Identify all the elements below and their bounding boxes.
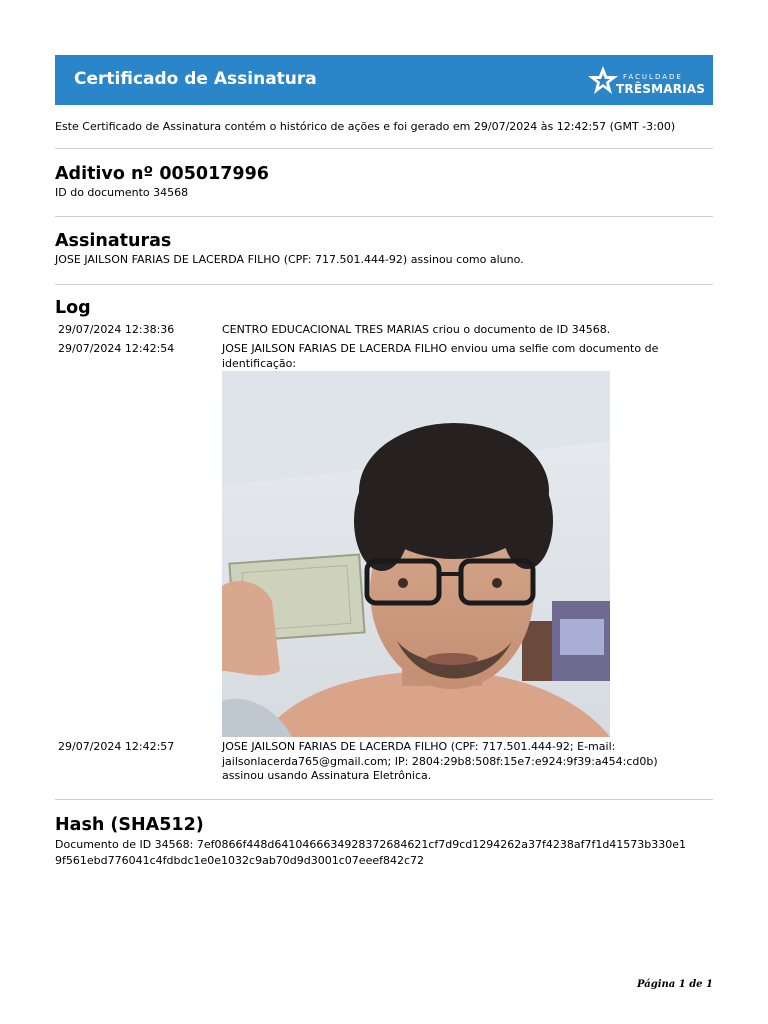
log-entry-text: JOSE JAILSON FARIAS DE LACERDA FILHO enviou uma selfie com documento de identificação: <box>222 342 659 370</box>
signatures-text: JOSE JAILSON FARIAS DE LACERDA FILHO (CPF: 717.501.444-92) assinou como aluno. <box>55 253 524 266</box>
document-title: Aditivo nº 005017996 <box>55 164 269 184</box>
header-title: Certificado de Assinatura <box>74 69 317 89</box>
divider <box>55 284 713 285</box>
log-entry-date: 29/07/2024 12:38:36 <box>58 323 175 336</box>
document-section <box>55 164 713 199</box>
signatures-heading: Assinaturas <box>55 231 172 251</box>
logo-small-text: FACULDADE <box>623 73 683 81</box>
intro-text: Este Certificado de Assinatura contém o histórico de ações e foi gerado em 29/07/2024 às 12:42:57 (GMT -3:00) <box>55 120 676 133</box>
document-id: ID do documento 34568 <box>55 186 189 199</box>
divider <box>55 799 713 800</box>
signatures-section <box>55 231 713 266</box>
log-heading: Log <box>55 298 91 318</box>
page-number: Página 1 de 1 <box>637 979 713 990</box>
log-entry-text: CENTRO EDUCACIONAL TRES MARIAS criou o documento de ID 34568. <box>222 323 611 336</box>
divider <box>55 216 713 217</box>
certificate-page <box>55 55 713 133</box>
selfie-with-id-photo <box>222 371 610 737</box>
header-bar <box>55 55 713 105</box>
log-section <box>55 298 713 798</box>
hash-section <box>55 815 713 869</box>
hash-line-1: Documento de ID 34568: 7ef0866f448d64104666349283726846​21cf7d9cd1294262a37f4238af7f1d41573b330e1 <box>55 838 687 851</box>
log-entry-text: JOSE JAILSON FARIAS DE LACERDA FILHO (CPF: 717.501.444-92; E-mail: jailsonlacerda765@gmail.com; IP: 2804:29b8:508f:15e7:e924:9f39:a454:cd0b) assinou usando Assinatura Eletrônica. <box>222 740 658 782</box>
faculdade-tresmarias-logo <box>587 64 706 98</box>
hash-heading: Hash (SHA512) <box>55 815 204 835</box>
log-entry-date: 29/07/2024 12:42:57 <box>58 740 175 753</box>
logo-big-text: TRÊSMARIAS <box>616 82 706 96</box>
hash-line-2: 9f561ebd776041c4fdbdc1e0e1032c9ab70d9d3001c07eeef842c72 <box>55 854 425 867</box>
star-logo-icon <box>587 64 619 98</box>
log-entry-date: 29/07/2024 12:42:54 <box>58 342 175 355</box>
divider <box>55 148 713 149</box>
